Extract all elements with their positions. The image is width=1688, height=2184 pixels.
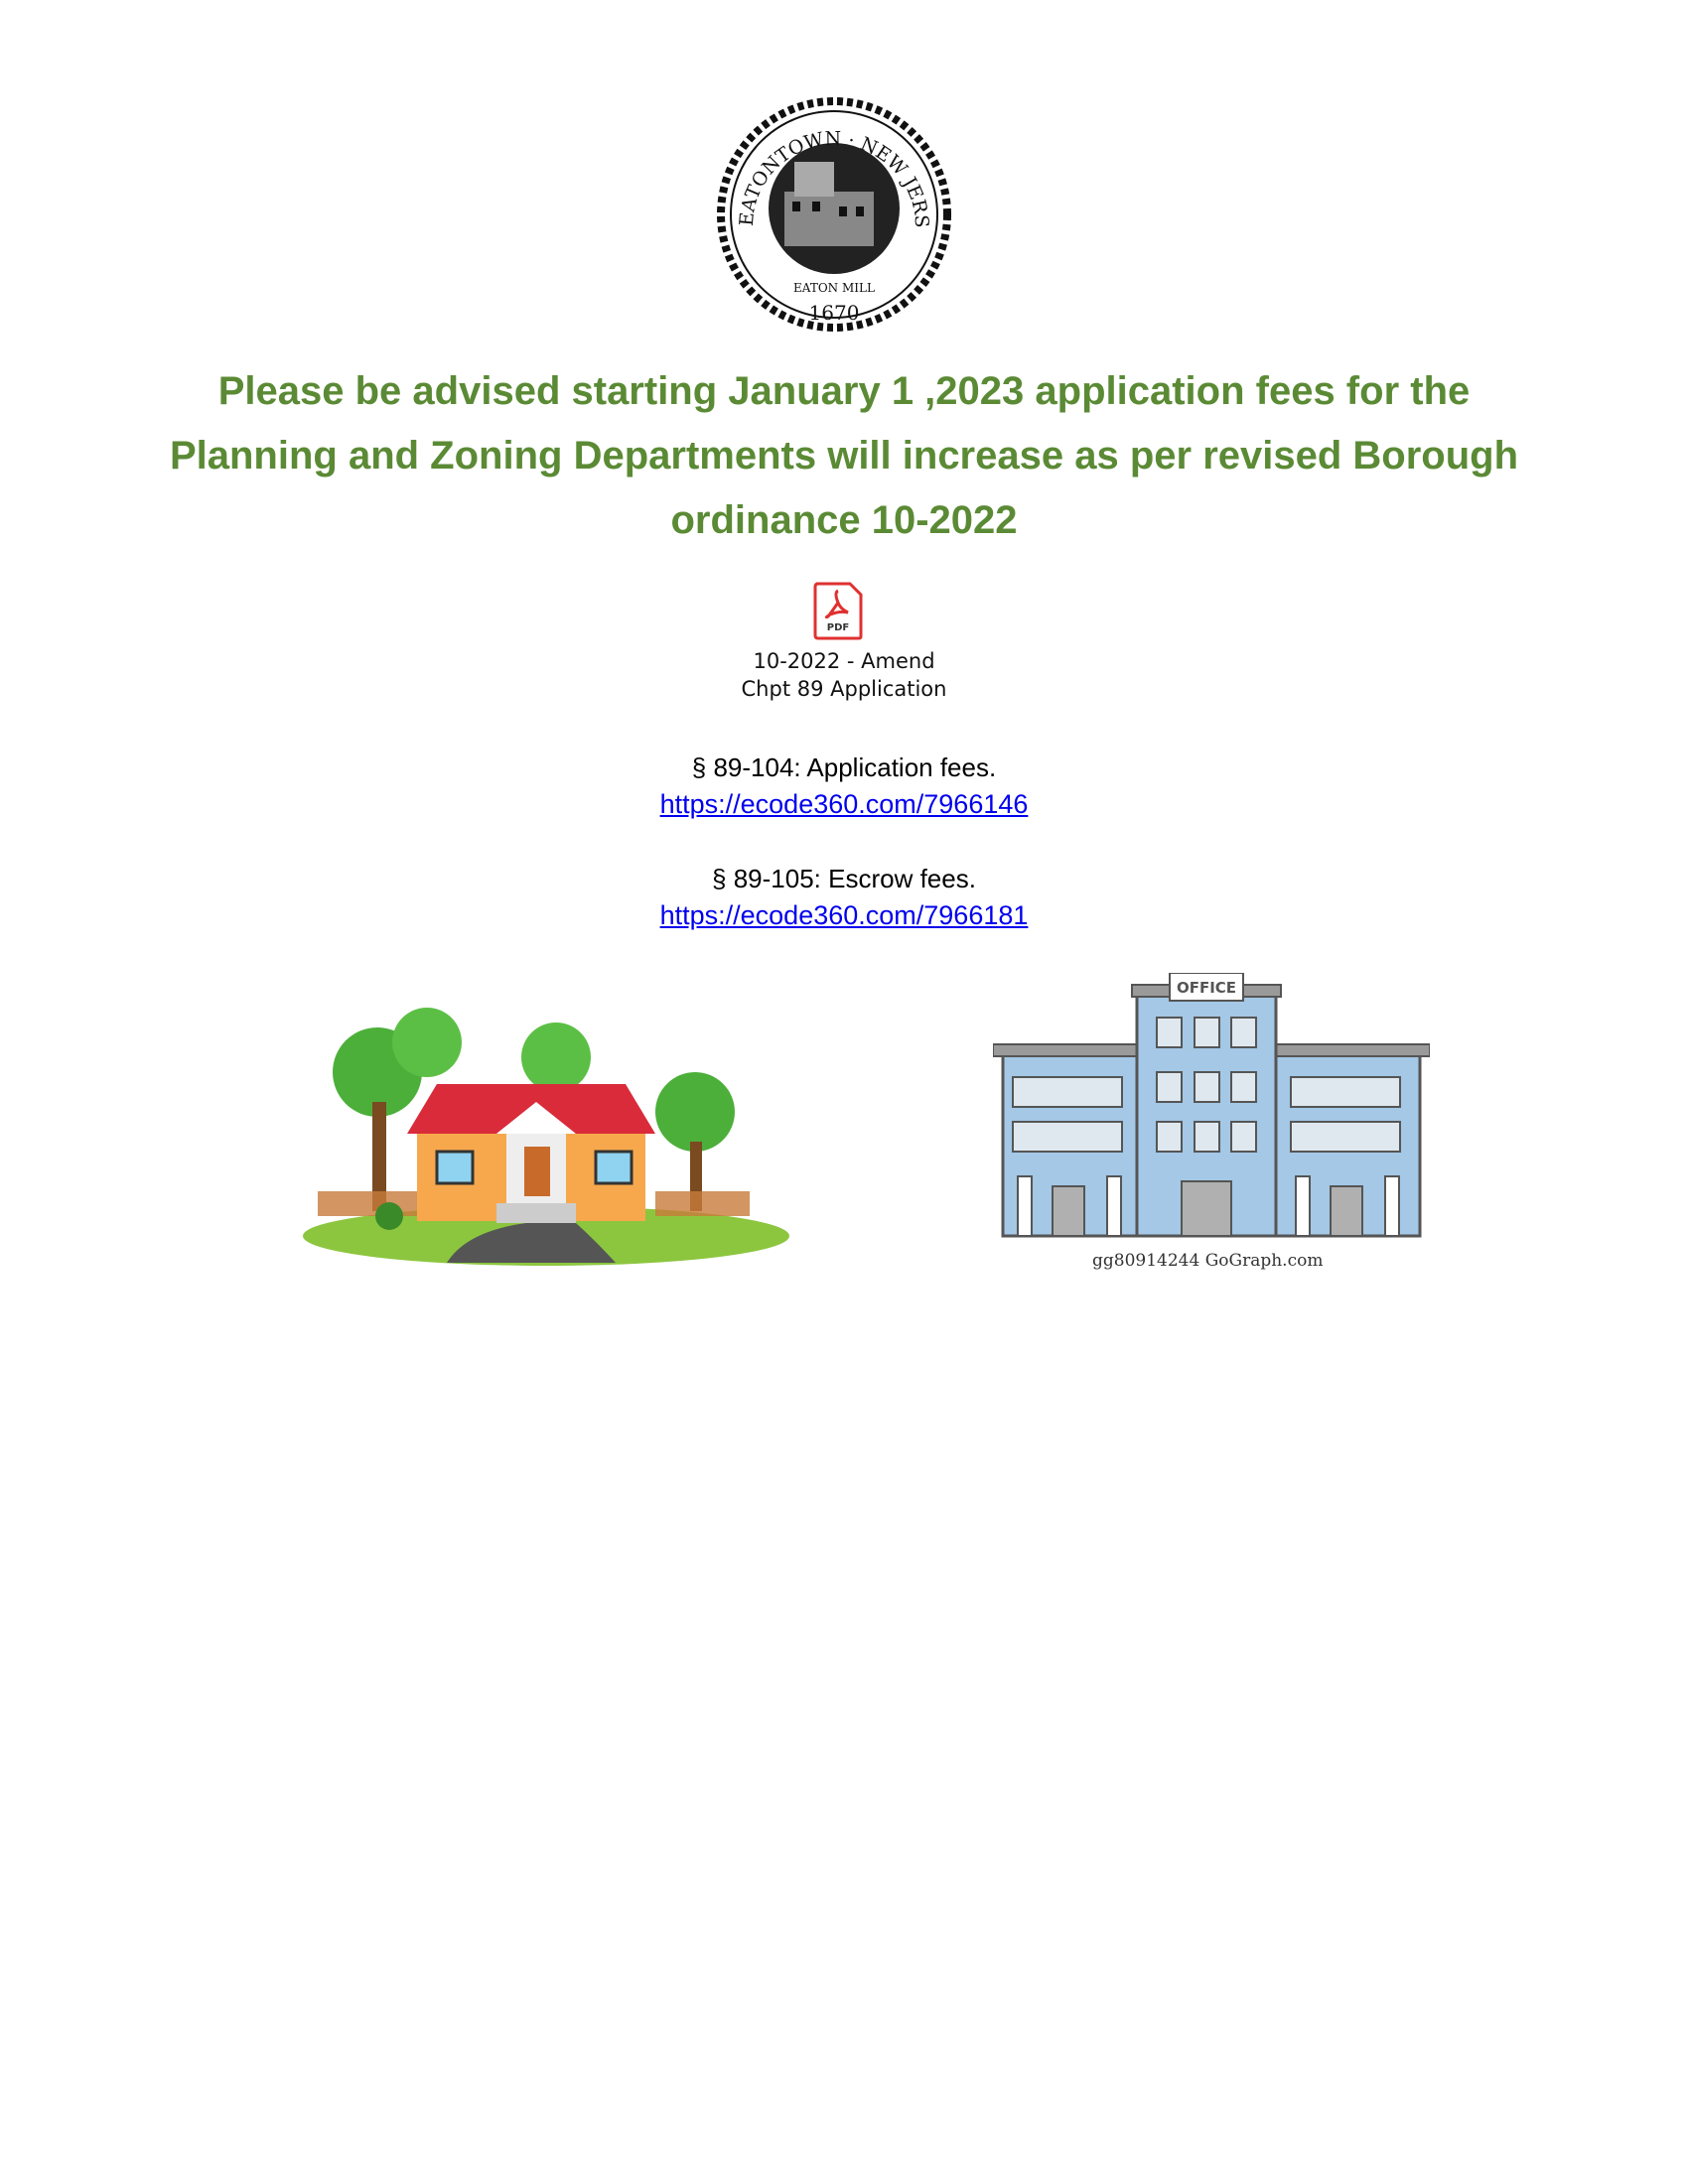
pdf-icon-label: PDF [826, 622, 850, 633]
image-credit: gg80914244 GoGraph.com [1092, 1251, 1324, 1271]
heading-line: Planning and Zoning Departments will increase as per revised Borough [169, 434, 1519, 478]
pdf-icon[interactable] [812, 581, 864, 640]
house-illustration [298, 1003, 794, 1271]
heading-line: ordinance 10-2022 [670, 498, 1018, 542]
caption-line: 10-2022 - Amend [753, 649, 935, 673]
borough-seal-logo [715, 97, 953, 332]
office-sign-text: OFFICE [1176, 979, 1237, 997]
section-title-application-fees: § 89-104: Application fees. [691, 752, 997, 782]
announcement-heading [99, 359, 1589, 553]
escrow-fees-link[interactable]: https://ecode360.com/7966181 [659, 900, 1029, 930]
section-title-escrow-fees: § 89-105: Escrow fees. [712, 864, 976, 893]
seal-year: 1670 [808, 301, 860, 325]
office-building-illustration [993, 973, 1430, 1271]
application-fees-link-container [447, 789, 1241, 820]
seal-top-text: EATONTOWN · NEW JERS [735, 127, 933, 229]
seal-inner-text: EATON MILL [793, 281, 875, 295]
escrow-fees-link-container [447, 900, 1241, 931]
caption-line: Chpt 89 Application [741, 677, 947, 701]
heading-line: Please be advised starting January 1 ,2023 application fees for the [217, 369, 1471, 413]
attachment-caption[interactable] [645, 647, 1043, 703]
application-fees-link[interactable]: https://ecode360.com/7966146 [659, 789, 1029, 819]
